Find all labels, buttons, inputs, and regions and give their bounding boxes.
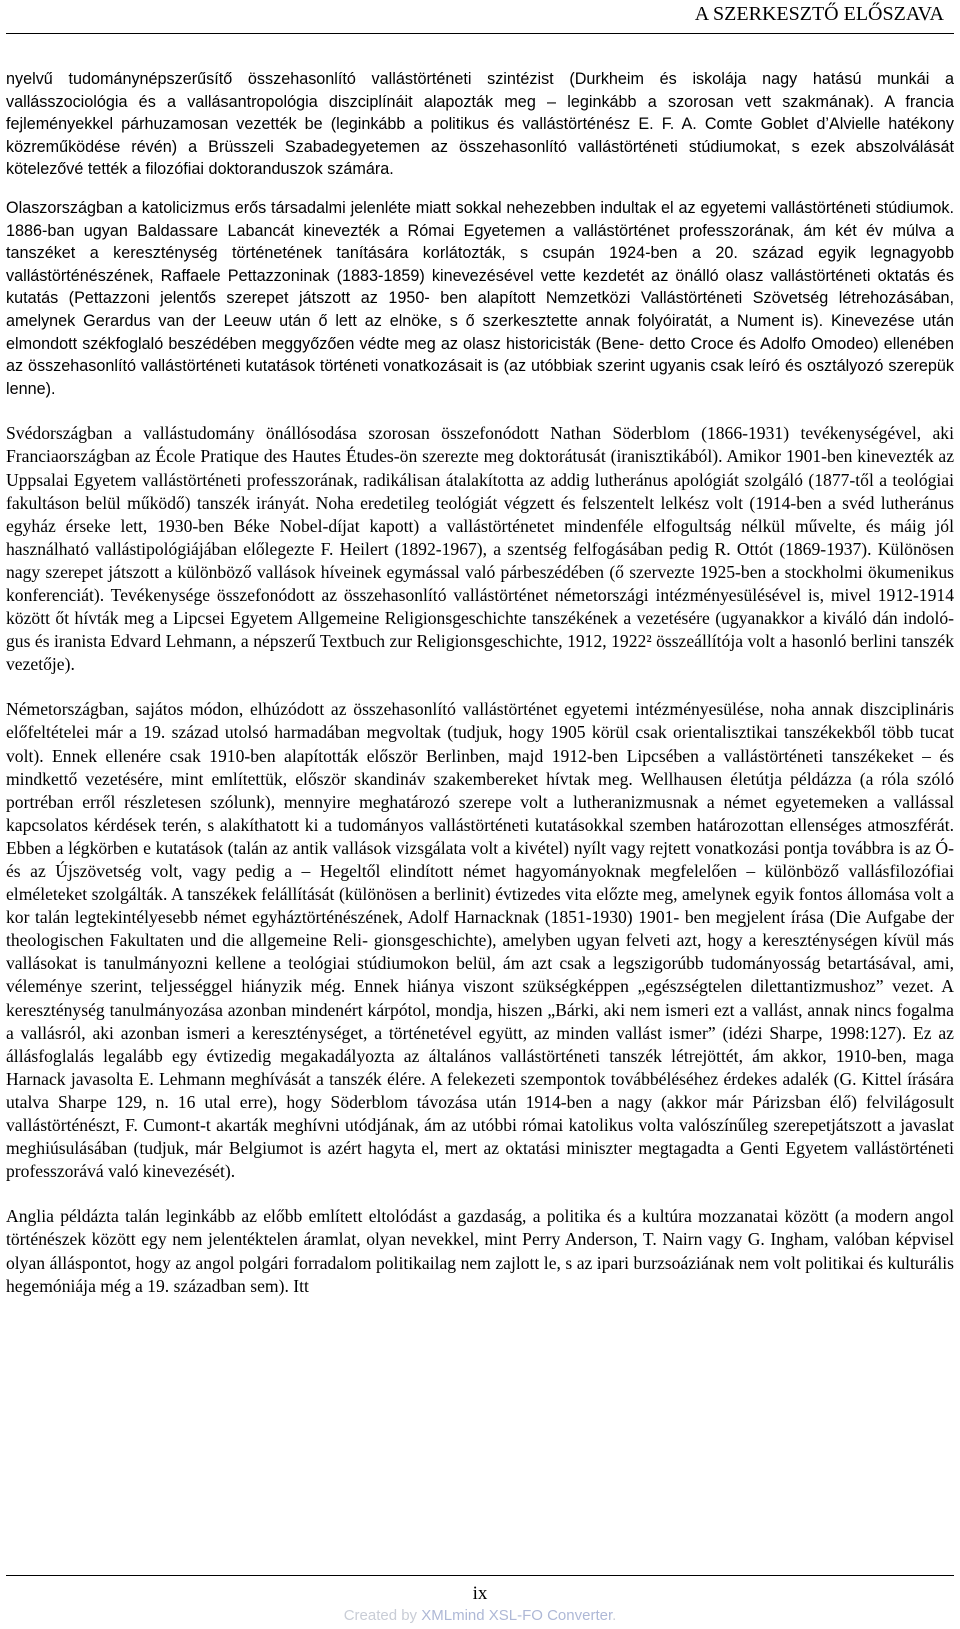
running-header — [0, 0, 960, 34]
credit-brand: XMLmind XSL-FO Converter — [421, 1607, 613, 1624]
running-header-title: A SZERKESZTŐ ELŐSZAVA — [694, 3, 944, 25]
header-divider — [6, 33, 954, 34]
credit-prefix: Created by — [343, 1607, 422, 1624]
paragraph-sweden: Svédországban a vallástudomány önállósodása szorosan összefonódott Nathan Söderblom (1866-1931) tevékenységével, aki Franciaországban az École Pratique des Hautes Études-ön szerezte meg doktorátusát (iranisztikából). Amikor 1901-ben kinevezték az Uppsalai Egyetem vallástörténeti professzorának, radikálisan átalakította az addig lutheránus apológiát szolgáló (1877-től a teológiai fakultáson belül működő) tanszék irányát. Noha eredetileg teológiát végzett és felszentelt lelkész volt (1914-ben a svéd lutheránus egyház érseke lett, 1930-ben Béke Nobel-díjat kapott) a vallástörténetet mindenféle elfogultság nélkül művelte, és máig jól használható vallástipológiájában előlegezte F. Heilert (1892-1967), a szentség felfogásában pedig R. Ottót (1869-1937). Különösen nagy szerepet játszott a különböző vallások híveinek egymással való párbeszédében (ő szervezte 1925-ben a stockholmi ökumenikus konferenciát). Tevékenysége összefonódott az összehasonlító vallástörténet németországi intézményesülésével is, mivel 1912-1914 között őt hívták meg a Lipcsei Egyetem Allgemeine Religionsgeschichte tanszékének a vezetésére (ugyanakkor a kiváló dán indoló- gus és iranista Edvard Lehmann, a népszerű Textbuch zur Religionsgeschichte, 1912, 1922² összeállítója volt a hasonló berlini tanszék vezetője). — [6, 423, 954, 675]
paragraph-belgium: nyelvű tudománynépszerűsítő összehasonlító vallástörténeti szintézist (Durkheim és iskolája nagy hatású munkái a vallásszociológia és a vallásantropológia diszciplínáit alapozták meg – leginkább a szorosan vett szakmának). A francia fejleményekkel párhuzamosan vezették be (leginkább a politikus és vallástörténész E. F. A. Comte Goblet d’Alvielle hatékony közreműködése révén) a Brüsszeli Szabadegyetemen az összehasonlító vallástörténeti stúdiumokat, s ezek abszolválását kötelezővé tették a filozófiai doktoranduszok számára. — [6, 70, 954, 179]
paragraph-germany: Németországban, sajátos módon, elhúzódott az összehasonlító vallástörténet egyetemi intézményesülése, noha annak diszciplináris előfeltételei már a 19. század utolsó harmadában megvoltak (tudjuk, hogy 1905 körül csak orientalisztikai tanszékekből több tucat volt). Ennek ellenére csak 1910-ben alapították először Berlinben, majd 1912-ben Lipcsében a vallástörténeti tanszékeket – és mindkettő vezetésére, mint említettük, először skandináv szakembereket hívtak meg. Wellhausen életútja példázza (a róla szóló portréban erről részletesen szólunk), mennyire meghatározó szerepe volt a lutheranizmusnak a német egyetemeken a vallással kapcsolatos kérdések terén, s alakíthatott ki a tudományos vallástörténeti kutatásokkal szemben határozottan ellenséges atmoszférát. Ebben a légkörben e kutatások (talán az antik vallások vizsgálata volt a kivétel) nyílt vagy rejtett vonatkozási pontja továbbra is az Ó- és az Újszövetség volt, vagy pedig a – Hegeltől elindított német hagyományoknak megfelelően – különböző vallásfilozófiai elméleteket szolgálták. A tanszékek felállítását (különösen a berlinit) évtizedes vita előzte meg, amelynek egyik fontos állomása volt a kor talán legtekintélyesebb német egyháztörténészének, Adolf Harnacknak (1851-1930) 1901- ben megjelent írása (Die Aufgabe der theologischen Fakultaten und die allgemeine Reli- gionsgeschichte), amelyben ugyan felveti azt, hogy a kereszténységen kívül más vallásokat is tanulmányozni kellene a teológiai stúdiumokon belül, ám azt csak a legszigorúbb tudományosság betartásával, ami, véleménye szerint, teljességgel hiányzik még. Ennek hiánya viszont szükségképpen „egészségtelen dilettantizmushoz” vezet. A kereszténység tanulmányozása azonban mindenért kárpótol, mondja, hiszen „Bárki, aki nem ismeri ezt a vallást, annak nincs fogalma a vallásról, aki azonban ismeri a kereszténységet, a történetével együtt, az minden vallást ismer” (idézi Sharpe, 1998:127). Ez az állásfoglalás legalább egy évtizedig megakadályozta az általános vallástörténeti tanszék létrejöttét, ám akkor, 1910-ben, maga Harnack javasolta E. Lehmann meghívását a tanszék élére. A felekezeti szempontok továbbéléséhez érdekes adalék (G. Kittel írására utalva Sharpe 129, n. 16 utal erre), hogy Söderblom távozása után 1914-ben a nagy (akkor már Párizsban élő) felvilágosult vallástörténészt, F. Cumont-t akarták meghívni utódjának, ám az utóbbi római katolikus volta valószínűleg szerepetjátszott a javaslat meghiúsulásában (tudjuk, már Belgiumot is azért hagyta el, mert az oktatási miniszter megtagadta a Genti Egyetem vallástörténeti professzorává való kinevezését). — [6, 699, 954, 1182]
credit-suffix: . — [612, 1607, 617, 1624]
paragraph-italy: Olaszországban a katolicizmus erős társadalmi jelenléte miatt sokkal nehezebben indultak el az egyetemi vallástörténeti stúdiumok. 1886-ban ugyan Baldassare Labancát kinevezték a Római Egyetemen a vallástörténet professzorának, ám két év múlva a tanszéket a kereszténység történetének tanítására korlátozták, s csupán 1924-ben a 20. század egyik legnagyobb vallástörténészének, Raffaele Pettazzoninak (1883-1859) kinevezésével vette kezdetét az önálló olasz vallástörténeti oktatás és kutatás (Pettazzoni jelentős szerepet játszott az 1950- ben alapított Nemzetközi Vallástörténeti Szövetség létrehozásában, amelynek Gerardus van der Leeuw után ő lett az elnöke, s ő szerkesztette annak folyóiratát, a Nument is). Kinevezése után elmondott székfoglaló beszédében meggyőzően védte meg az olasz historicisták (Bene- detto Croce és Adolfo Omodeo) ellenében az összehasonlító vallástörténeti kutatások történeti vonatkozásait is (az utóbbiak szerint ugyanis csak leíró és osztályozó szerepük lenne). — [6, 198, 954, 398]
paragraph-england: Anglia példázta talán leginkább az előbb említett eltolódást a gazdaság, a politika és a kultúra mozzanatai között (a modern angol történészek között egy nem jelentéktelen áramlat, olyan nevekkel, mint Perry Anderson, T. Nairn vagy G. Ingham, valóban képvisel olyan álláspontot, hogy az angol polgári forradalom politikailag nem zajlott le, s az ipari burzsoáziának nem volt politikai és kulturális hegemóniája még a 19. században sem). Itt — [6, 1206, 954, 1296]
page-number: ix — [472, 1583, 488, 1604]
footer-divider — [6, 1575, 954, 1576]
page-body — [6, 68, 954, 1298]
converter-credit — [0, 1607, 960, 1624]
